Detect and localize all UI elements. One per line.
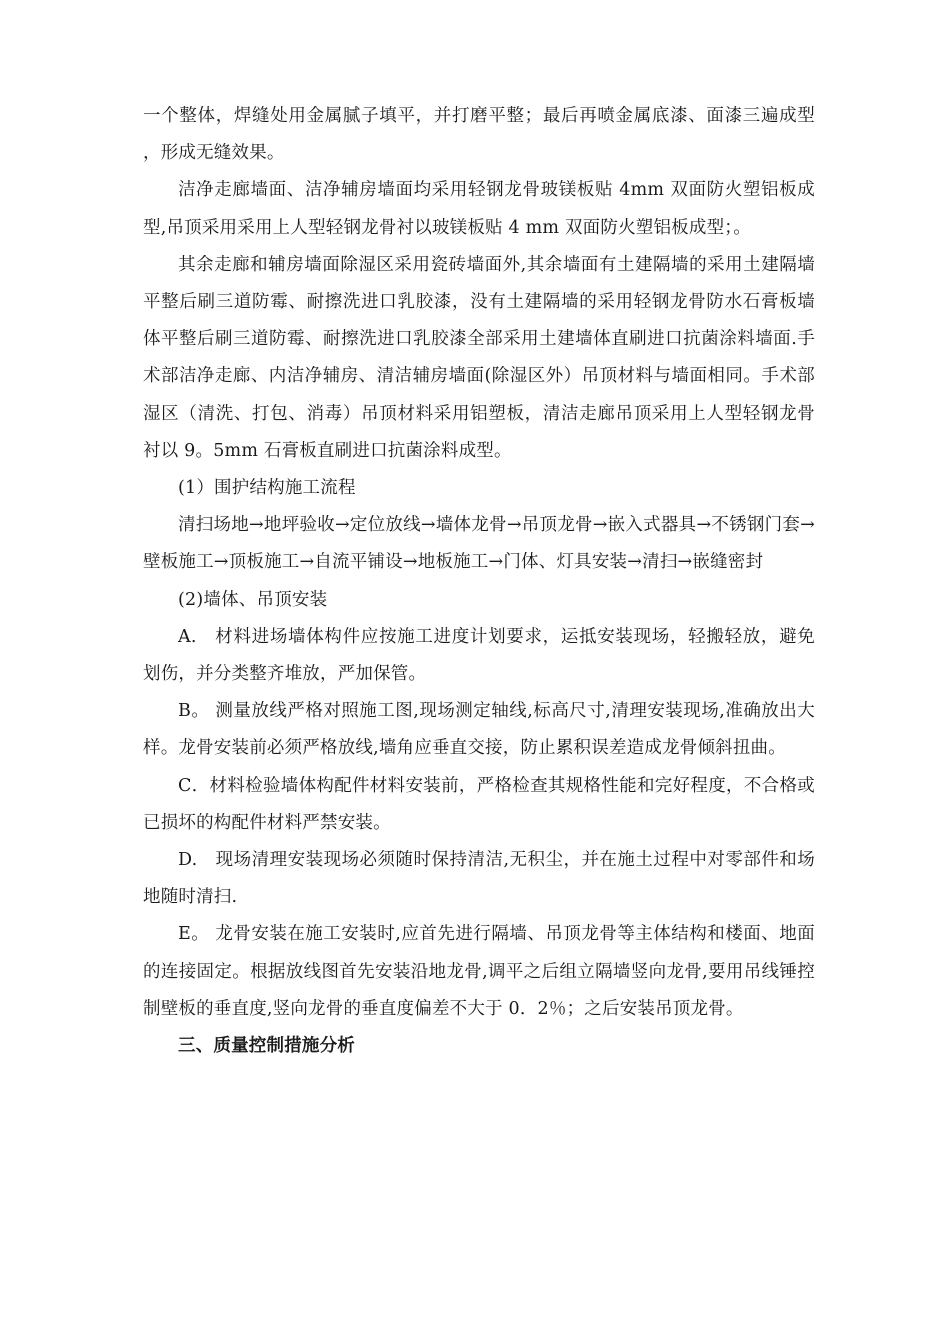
item-d-site-cleaning: D. 现场清理安装现场必须随时保持清洁,无积尘，并在施土过程中对零部件和场地随时清扫. <box>143 850 815 908</box>
item-c-material-inspection: C．材料检验墙体构配件材料安装前，严格检查其规格性能和完好程度，不合格或已损坏的构配件材料严禁安装。 <box>143 775 815 833</box>
paragraph-other-walls: 其余走廊和辅房墙面除湿区采用瓷砖墙面外,其余墙面有土建隔墙的采用土建隔墙平整后刷三道防霉、耐擦洗进口乳胶漆，没有土建隔墙的采用轻钢龙骨防水石膏板墙体平整后刷三道防霉、耐擦洗进口乳胶漆全部采用土建墙体直刷进口抗菌涂料墙面.手术部洁净走廊、内洁净辅房、清洁辅房墙面(除湿区外）吊顶材料与墙面相同。手术部湿区（清洗、打包、消毒）吊顶材料采用铝塑板，清洁走廊吊顶采用上人型轻钢龙骨衬以 9。5mm 石膏板直刷进口抗菌涂料成型。 <box>143 254 815 461</box>
paragraph-process-flow: 清扫场地→地坪验收→定位放线→墙体龙骨→吊顶龙骨→嵌入式器具→不锈钢门套→壁板施工→顶板施工→自流平铺设→地板施工→门体、灯具安装→清扫→嵌缝密封 <box>143 515 815 573</box>
item-b-survey-layout: B。 测量放线严格对照施工图,现场测定轴线,标高尺寸,清理安装现场,准确放出大样。龙骨安装前必须严格放线,墙角应垂直交接，防止累积误差造成龙骨倾斜扭曲。 <box>143 701 815 759</box>
section-heading-quality-control: 三、质量控制措施分析 <box>178 1036 355 1057</box>
item-e-keel-installation: E。 龙骨安装在施工安装时,应首先进行隔墙、吊顶龙骨等主体结构和楼面、地面的连接固定。根据放线图首先安装沿地龙骨,调平之后组立隔墙竖向龙骨,要用吊线锤控制壁板的垂直度,竖向龙骨的垂直度偏差不大于 0．2％；之后安装吊顶龙骨。 <box>143 924 815 1019</box>
paragraph-clean-corridor-walls: 洁净走廊墙面、洁净辅房墙面均采用轻钢龙骨玻镁板贴 4mm 双面防火塑铝板成型,吊顶采用采用上人型轻钢龙骨衬以玻镁板贴 4 mm 双面防火塑铝板成型；。 <box>143 180 815 238</box>
item-a-materials-arrival: A. 材料进场墙体构件应按施工进度计划要求，运抵安装现场，轻搬轻放，避免划伤，并分类整齐堆放，严加保管。 <box>143 626 815 685</box>
paragraph-continuation: 一个整体，焊缝处用金属腻子填平，并打磨平整；最后再喷金属底漆、面漆三遍成型，形成无缝效果。 <box>143 106 815 164</box>
document-body <box>143 98 815 1065</box>
subheading-enclosure-process: (1）围护结构施工流程 <box>178 478 356 499</box>
subheading-wall-ceiling-install: (2)墙体、吊顶安装 <box>178 589 328 610</box>
